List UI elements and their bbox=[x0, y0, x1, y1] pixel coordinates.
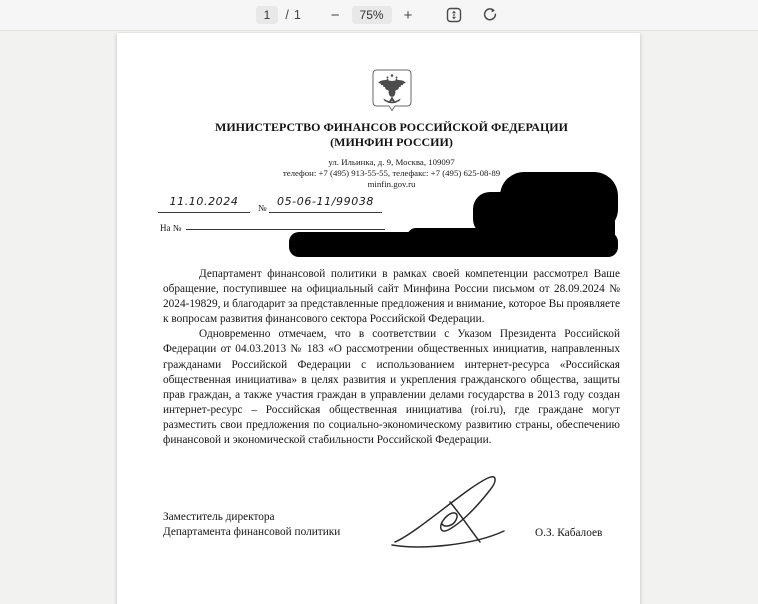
page-number-input[interactable]: 1 bbox=[256, 6, 279, 24]
rotate-button[interactable] bbox=[478, 5, 502, 25]
letter-body bbox=[163, 267, 620, 448]
rotate-counterclockwise-icon bbox=[482, 7, 498, 23]
date-field: 11.10.2024 bbox=[158, 195, 250, 213]
document-page bbox=[117, 33, 640, 604]
outgoing-number-field: 05-06-11/99038 bbox=[269, 195, 382, 213]
fit-to-page-button[interactable] bbox=[442, 5, 466, 25]
body-paragraph-1: Департамент финансовой политики в рамках своей компетенции рассмотрел Ваше обращение, поступившее на официальный сайт Минфина России письмом от 28.09.2024 № 2024-19829, и благодарит за представленные предложения и внимание, которое Вы проявляете к вопросам развития финансового сектора Российской Федерации. bbox=[163, 268, 620, 326]
fit-to-page-icon bbox=[446, 7, 462, 23]
signer-position bbox=[163, 510, 393, 540]
signer-position-line2: Департамента финансовой политики bbox=[163, 526, 341, 538]
signer-name: О.З. Кабалоев bbox=[535, 527, 603, 539]
handwritten-signature bbox=[390, 474, 512, 555]
website-line: minfin.gov.ru bbox=[367, 179, 416, 189]
black-marker-redaction bbox=[287, 168, 622, 266]
pdf-canvas[interactable] bbox=[0, 32, 758, 604]
address-line: ул. Ильинка, д. 9, Москва, 109097 bbox=[328, 157, 455, 167]
zoom-level-input[interactable]: 75% bbox=[352, 6, 392, 24]
ministry-title-line2: (МИНФИН РОССИИ) bbox=[330, 135, 453, 149]
body-paragraph-2: Одновременно отмечаем, что в соответствии с Указом Президента Российской Федерации от 04.03.2013 № 183 «О рассмотрении общественных инициатив, направленных гражданами Российской Федерации с использованием интернет-ресурса «Российская общественная инициатива» в целях развития и укрепления гражданского общества, защиты прав граждан, а также участия граждан в управлении делами государства в 2013 году создан интернет-ресурс – Российская общественная инициатива (roi.ru), где граждане могут разместить свои предложения по социально-экономическому развитию страны, обеспечению финансовой и экономической стабильности Российской Федерации. bbox=[163, 328, 620, 447]
zoom-out-button[interactable]: − bbox=[327, 5, 344, 26]
signer-position-line1: Заместитель директора bbox=[163, 511, 275, 523]
page-separator: / bbox=[285, 8, 289, 22]
ministry-title-line1: МИНИСТЕРСТВО ФИНАНСОВ РОССИЙСКОЙ ФЕДЕРАЦИИ bbox=[215, 120, 568, 134]
phone-line: телефон: +7 (495) 913-55-55, телефакс: +7 (495) 625-08-89 bbox=[282, 168, 501, 178]
page-navigation bbox=[256, 6, 301, 24]
page-total-label: 1 bbox=[293, 8, 301, 22]
reply-to-label: На № bbox=[160, 223, 182, 233]
letterhead-title bbox=[163, 120, 620, 150]
zoom-in-button[interactable]: + bbox=[400, 5, 417, 26]
number-sign-label: № bbox=[258, 203, 267, 213]
zoom-controls bbox=[327, 5, 417, 26]
russia-coat-of-arms-icon bbox=[372, 69, 412, 113]
pdf-toolbar bbox=[0, 0, 758, 31]
